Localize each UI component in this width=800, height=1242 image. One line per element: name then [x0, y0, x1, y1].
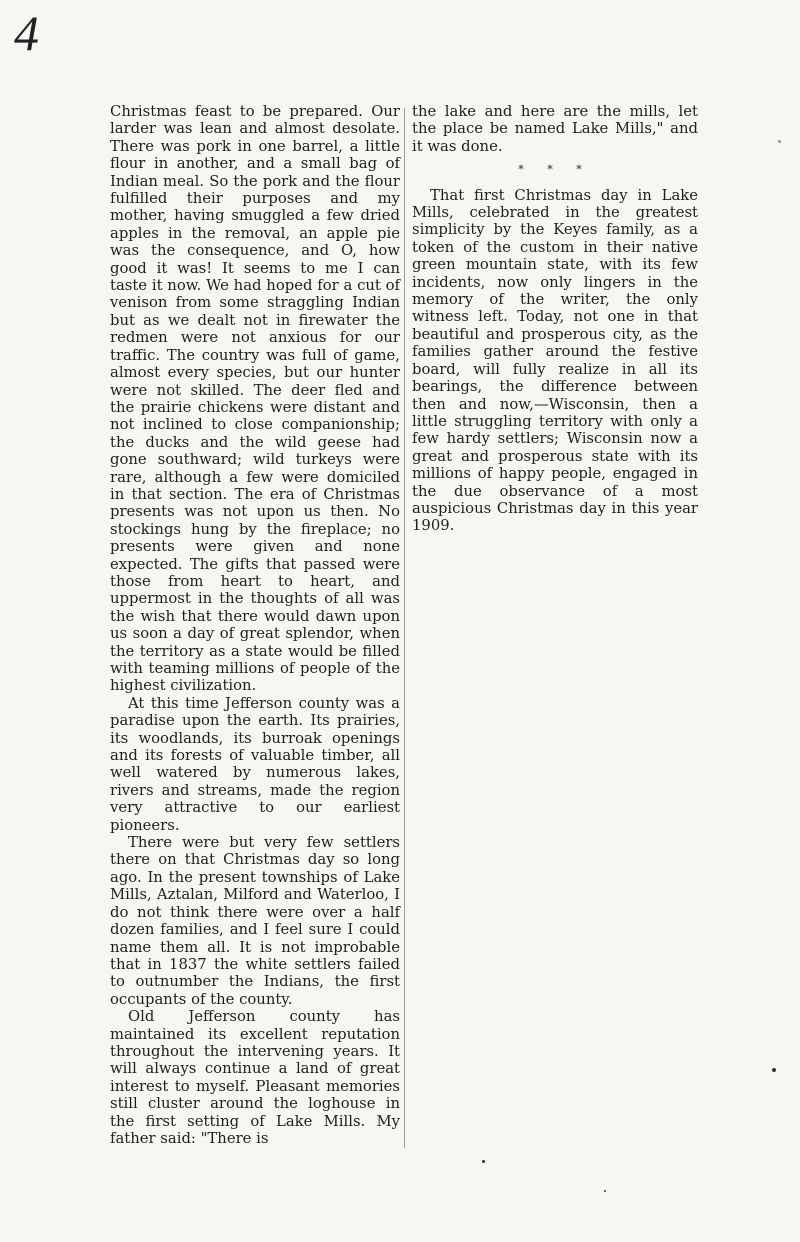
ink-speck — [778, 140, 781, 143]
section-separator: * * * — [518, 163, 592, 177]
paragraph-jefferson-county: At this time Jefferson county was a paradise upon the earth. Its prairies, its woodlands, its burroak openings and its forests of valuable timber, all well watered by numerous lakes, rivers and streams, made the region very attractive to our earliest pioneers. — [110, 694, 400, 834]
ink-speck — [482, 1160, 485, 1163]
paragraph-christmas-feast: Christmas feast to be prepared. Our larder was lean and almost desolate. There was pork in one barrel, a little flour in another, and a small bag of Indian meal. So the pork and the flour fulfilled their purposes and my mother, having smuggled a few dried apples in the removal, an apple pie was the consequence, and O, how good it was! It seems to me I can taste it now. We had hoped for a cut of venison from some straggling Indian but as we dealt not in firewater the redmen were not anxious for our traffic. The country was full of game, almost every species, but our hunter were not skilled. The deer fled and the prairie chickens were distant and not inclined to close companionship; the ducks and the wild geese had gone southward; wild turkeys were rare, although a few were domiciled in that section. The era of Christmas presents was not upon us then. No stockings hung by the fireplace; no presents were given and none expected. The gifts that passed were those from heart to heart, and uppermost in the thoughts of all was the wish that there would dawn upon us soon a day of great splendor, when the territory as a state would be filled with teaming millions of people of the highest civilization. — [110, 103, 400, 695]
paragraph-few-settlers: There were but very few settlers there on that Christmas day so long ago. In the present townships of Lake Mills, Aztalan, Milford and Waterloo, I do not think there were over a half dozen families, and I feel sure I could name them all. It is not improbable that in 1837 the white settlers failed to outnumber the Indians, the first occupants of the county. — [110, 834, 400, 1008]
left-text-column — [110, 103, 400, 1147]
column-divider — [404, 108, 405, 1148]
paragraph-lake-mills-named: the lake and here are the mills, let the place be named Lake Mills," and it was done. — [412, 103, 698, 155]
right-text-column — [412, 103, 698, 535]
paragraph-first-christmas: That first Christmas day in Lake Mills, celebrated in the greatest simplicity by the Keyes family, as a token of the custom in their native green mountain state, with its few incidents, now only lingers in the memory of the writer, the only witness left. Today, not one in that beautiful and prosperous city, as the families gather around the festive board, will fully realize in all its bearings, the difference between then and now,—Wisconsin, then a little struggling territory with only a few hardy settlers; Wisconsin now a great and prosperous state with its millions of happy people, engaged in the due observance of a most auspicious Christmas day in this year 1909. — [412, 186, 698, 535]
ink-speck — [604, 1190, 606, 1192]
page-number-mark: 4 — [14, 5, 39, 61]
paragraph-old-jefferson: Old Jefferson county has maintained its excellent reputation throughout the intervening years. It will always continue a land of great interest to myself. Pleasant memories still cluster around the loghouse in the first setting of Lake Mills. My father said: "There is — [110, 1008, 400, 1147]
ink-speck — [772, 1068, 776, 1072]
